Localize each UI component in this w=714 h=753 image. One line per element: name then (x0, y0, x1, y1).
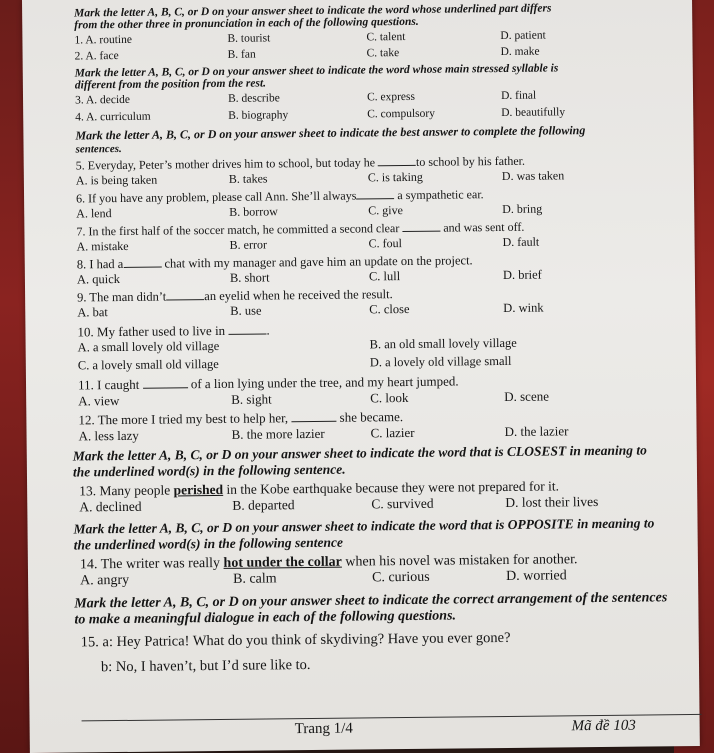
q5-stem-post: to school by his father. (415, 153, 526, 169)
q15-line-b: b: No, I haven’t, but I’d sure like to. (100, 657, 311, 676)
q5-stem-pre: 5. Everyday, Peter’s mother drives him to school, but today he (75, 155, 376, 173)
q10-blank (228, 323, 266, 334)
q8-stem-post: chat with my manager and gave him an update on the project. (164, 253, 473, 271)
section-1-instruction-line-2: from the other three in pronunciation in each of the following questions. (74, 15, 419, 32)
q11-option-b: B. sight (231, 391, 272, 407)
q10-stem-pre: 10. My father used to live in (77, 322, 226, 340)
q13-underlined-word: perished (173, 481, 224, 498)
q4-option-c: C. compulsory (367, 107, 436, 121)
q6-stem-pre: 6. If you have any problem, please call Ann. She’ll always (76, 188, 357, 206)
section-3-instruction-line-2: sentences. (75, 142, 122, 156)
q7-option-d: D. fault (502, 234, 540, 249)
q7-stem-pre: 7. In the first half of the soccer match, he committed a second clear (76, 221, 400, 239)
q14-option-b: B. calm (232, 571, 277, 587)
q12-option-c: C. lazier (370, 424, 415, 441)
q14-stem-pre: 14. The writer was really (79, 555, 221, 573)
section-4-instruction-line-1: Mark the letter A, B, C, or D on your answer sheet to indicate the word that is CLOSEST in meaning to (72, 442, 647, 464)
q5-blank (378, 155, 416, 166)
q1-option-a: 1. A. routine (74, 33, 132, 47)
exam-content (72, 1, 701, 738)
q5-option-b: B. takes (228, 171, 268, 186)
exam-paper (22, 0, 700, 753)
q6-option-a: A. lend (76, 206, 112, 221)
q9-blank (166, 289, 204, 300)
q11-blank (142, 377, 187, 388)
section-6-instruction-line-1: Mark the letter A, B, C, or D on your answer sheet to indicate the correct arrangement of the sentences (74, 590, 668, 612)
q6-stem-post: a sympathetic ear. (397, 187, 484, 203)
q10-option-b: B. an old small lovely village (369, 335, 517, 352)
q10-stem-post: . (266, 322, 270, 338)
q14-stem-post: when his novel was mistaken for another. (345, 552, 578, 570)
q2-option-d: D. make (500, 45, 540, 58)
q9-option-c: C. close (369, 301, 410, 317)
page-number: Trang 1/4 (294, 720, 353, 738)
q11-option-c: C. look (370, 389, 409, 406)
q10-option-c: C. a lovely small old village (77, 356, 219, 373)
q4-option-b: B. biography (228, 109, 289, 122)
q13-option-c: C. survived (371, 495, 434, 512)
q11-option-a: A. view (78, 393, 120, 409)
q7-option-c: C. foul (368, 236, 402, 251)
q8-option-d: D. brief (502, 267, 542, 282)
section-3-instruction-line-1: Mark the letter A, B, C, or D on your answer sheet to indicate the best answer to complete the following (75, 123, 586, 143)
q9-option-a: A. bat (77, 305, 108, 320)
section-5-instruction-line-2: the underlined word(s) in the following sentence (73, 534, 344, 553)
section-2-instruction-line-1: Mark the letter A, B, C, or D on your answer sheet to indicate the word whose main stressed syllable is (74, 62, 559, 80)
q9-option-b: B. use (230, 303, 262, 318)
q9-stem-pre: 9. The man didn’t (77, 289, 167, 305)
q14-option-a: A. angry (80, 572, 130, 589)
q13-stem-pre: 13. Many people (79, 482, 171, 499)
q12-option-a: A. less lazy (78, 427, 139, 444)
q14-option-d: D. worried (505, 568, 567, 584)
page-footer (82, 714, 702, 745)
q4-option-a: 4. A. curriculum (75, 110, 151, 124)
q3-option-d: D. final (500, 89, 537, 102)
exam-code: Mã đề 103 (571, 717, 636, 735)
q11-option-d: D. scene (504, 388, 550, 404)
q1-option-d: D. patient (500, 29, 546, 42)
q5-option-a: A. is being taken (75, 172, 158, 188)
q2-option-c: C. take (366, 47, 400, 60)
q2-option-b: B. fan (227, 48, 256, 61)
q7-option-b: B. error (229, 237, 267, 252)
q2-option-a: 2. A. face (74, 49, 119, 63)
section-5-instruction-line-1: Mark the letter A, B, C, or D on your answer sheet to indicate the word that is OPPOSITE in meaning to (73, 515, 655, 537)
q3-option-c: C. express (366, 90, 416, 104)
q8-blank (123, 257, 161, 268)
q7-blank (402, 221, 440, 232)
q8-option-c: C. lull (368, 269, 401, 284)
q11-stem-pre: 11. I caught (77, 376, 140, 393)
q9-stem-post: an eyelid when he received the result. (204, 287, 393, 304)
q6-blank (356, 188, 394, 199)
q13-option-d: D. lost their lives (505, 493, 599, 510)
q7-stem-post: and was sent off. (443, 219, 525, 235)
q14-option-c: C. curious (371, 569, 430, 586)
q14-underlined-phrase: hot under the collar (223, 554, 342, 571)
q15-line-a: 15. a: Hey Patrica! What do you think of skydiving? Have you ever gone? (80, 629, 511, 651)
q13-option-a: A. declined (79, 498, 142, 515)
q13-stem-post: in the Kobe earthquake because they were not prepared for it. (226, 478, 560, 497)
q13-option-b: B. departed (232, 497, 295, 513)
q12-option-b: B. the more lazier (231, 425, 325, 442)
q10-option-a: A. a small lovely old village (77, 338, 220, 355)
q6-option-b: B. borrow (229, 204, 278, 219)
q8-option-b: B. short (229, 270, 270, 285)
q3-option-a: 3. A. decide (74, 93, 131, 107)
q6-option-c: C. give (368, 203, 403, 218)
q3-option-b: B. describe (227, 92, 280, 105)
section-1-instruction-line-1: Mark the letter A, B, C, or D on your answer sheet to indicate the word whose underlined part differs (74, 2, 552, 20)
section-6-instruction-line-2: to make a meaningful dialogue in each of the following questions. (74, 608, 457, 628)
q6-option-d: D. bring (502, 201, 543, 216)
q8-option-a: A. quick (76, 271, 121, 287)
q9-option-d: D. wink (503, 300, 544, 315)
q1-option-c: C. talent (366, 30, 406, 44)
q12-stem-pre: 12. The more I tried my best to help her, (78, 410, 289, 428)
section-2-instruction-line-2: different from the position from the rest. (74, 77, 267, 92)
q12-blank (291, 411, 336, 422)
q5-option-c: C. is taking (367, 169, 423, 185)
q5-option-d: D. was taken (501, 168, 565, 183)
section-4-instruction-line-2: the underlined word(s) in the following sentence. (72, 461, 346, 480)
q10-option-d: D. a lovely old village small (369, 353, 512, 370)
q8-stem-pre: 8. I had a (76, 256, 124, 272)
q7-option-a: A. mistake (76, 238, 129, 254)
q11-stem-post: of a lion lying under the tree, and my heart jumped. (190, 373, 459, 392)
q1-option-b: B. tourist (227, 32, 271, 45)
q4-option-d: D. beautifully (501, 106, 566, 119)
q12-stem-post: she became. (339, 409, 404, 425)
q12-option-d: D. the lazier (504, 423, 569, 439)
